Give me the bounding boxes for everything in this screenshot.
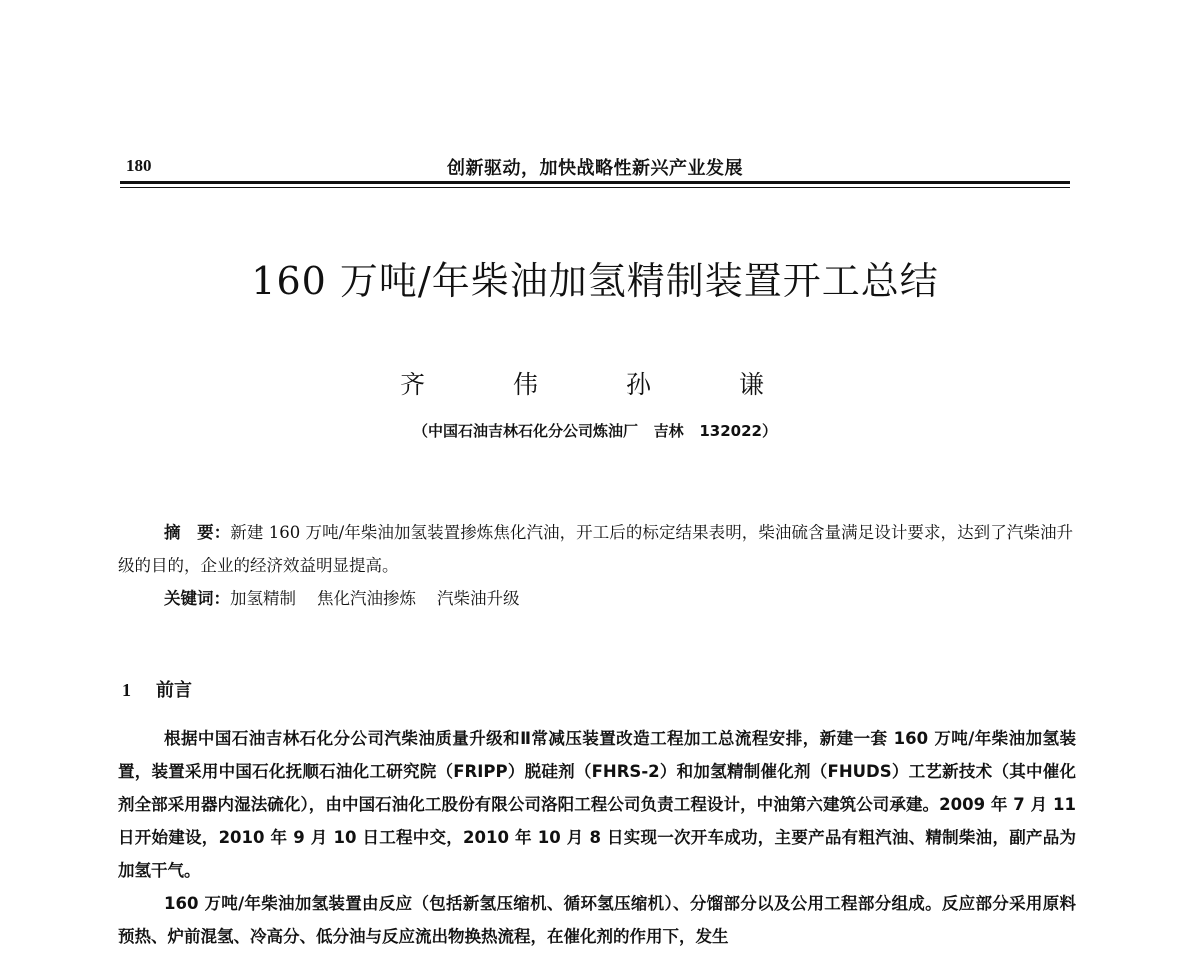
running-title: 创新驱动，加快战略性新兴产业发展 — [447, 158, 743, 179]
section-title: 前言 — [156, 680, 192, 701]
keywords — [118, 582, 1073, 615]
keywords-label: 关键词： — [164, 589, 230, 608]
header-rule-thin — [120, 187, 1070, 188]
keywords-text: 加氢精制 焦化汽油掺炼 汽柴油升级 — [230, 589, 520, 608]
article-title: 160 万吨/年柴油加氢精制装置开工总结 — [251, 259, 939, 303]
affiliation: （中国石油吉林石化分公司炼油厂 吉林 132022） — [413, 422, 777, 440]
section-body — [118, 722, 1076, 953]
abstract-label: 摘 要： — [164, 523, 231, 542]
abstract — [118, 516, 1073, 582]
abstract-text: 新建 160 万吨/年柴油加氢装置掺炼焦化汽油，开工后的标定结果表明，柴油硫含量满足设计要求，达到了汽柴油升级的目的，企业的经济效益明显提高。 — [118, 523, 1074, 575]
section-number: 1 — [122, 680, 131, 700]
authors: 齐 伟 孙 谦 — [400, 370, 790, 399]
paragraph: 根据中国石油吉林石化分公司汽柴油质量升级和Ⅱ常减压装置改造工程加工总流程安排，新建一套 160 万吨/年柴油加氢装置，装置采用中国石化抚顺石油化工研究院（FRIPP）脱硅剂（FHRS-2）和加氢精制催化剂（FHUDS）工艺新技术（其中催化剂全部采用器内湿法硫化），由中国石油化工股份有限公司洛阳工程公司负责工程设计，中油第六建筑公司承建。2009 年 7 月 11 日开始建设，2010 年 9 月 10 日工程中交，2010 年 10 月 8 日实现一次开车成功，主要产品有粗汽油、精制柴油，副产品为加氢干气。 — [118, 729, 1076, 880]
section-heading — [122, 676, 192, 702]
running-header — [120, 150, 1070, 180]
page-number: 180 — [126, 156, 152, 175]
paragraph: 160 万吨/年柴油加氢装置由反应（包括新氢压缩机、循环氢压缩机）、分馏部分以及公用工程部分组成。反应部分采用原料预热、炉前混氢、冷高分、低分油与反应流出物换热流程，在催化剂的作用下，发生 — [118, 894, 1076, 946]
header-rule-thick — [120, 181, 1070, 184]
